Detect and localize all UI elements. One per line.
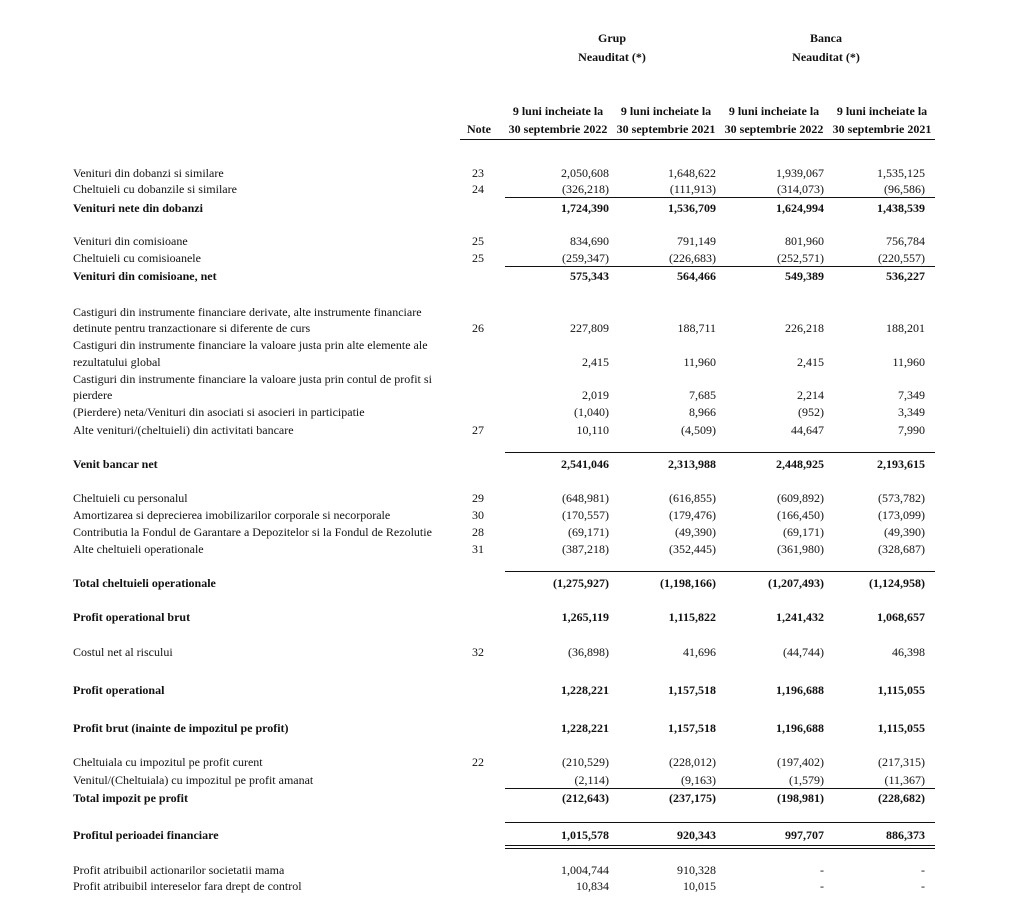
cell-group-2021: (228,012): [669, 755, 716, 769]
row-label: Venituri din dobanzi si similare: [73, 166, 224, 180]
row-label: Venit bancar net: [73, 457, 158, 471]
cell-group-2022: 1,724,390: [561, 201, 609, 215]
cell-bank-2021: -: [921, 879, 925, 893]
cell-bank-2021: -: [921, 863, 925, 877]
cell-bank-2021: (573,782): [878, 491, 925, 505]
cell-bank-2022: 226,218: [785, 321, 824, 335]
cell-bank-2021: (228,682): [878, 791, 925, 805]
cell-bank-2022: (44,744): [783, 645, 824, 659]
row-label: Profitul perioadei financiare: [73, 828, 219, 842]
cell-bank-2022: (198,981): [777, 791, 824, 805]
cell-bank-2022: 1,196,688: [776, 683, 824, 697]
col-header-2-line1: 9 luni incheiate la: [620, 104, 712, 118]
cell-bank-2021: (217,315): [878, 755, 925, 769]
cell-bank-2022: 2,448,925: [776, 457, 824, 471]
cell-group-2021: 1,157,518: [668, 683, 716, 697]
cell-bank-2022: 801,960: [785, 234, 824, 248]
row-label: Amortizarea si deprecierea imobilizarilor corporale si necorporale: [73, 508, 391, 522]
cell-bank-2021: 2,193,615: [877, 457, 925, 471]
cell-bank-2022: (1,579): [789, 773, 824, 787]
cell-group-2022: (1,040): [574, 405, 609, 419]
row-label: Castiguri din instrumente financiare derivate, alte instrumente financiare: [73, 305, 422, 319]
cell-bank-2021: (49,390): [884, 525, 925, 539]
cell-bank-2022: (1,207,493): [768, 576, 824, 590]
cell-group-2021: (237,175): [669, 791, 716, 805]
col-header-1-line2: 30 septembrie 2022: [508, 122, 608, 136]
row-label: Profit operational brut: [73, 610, 191, 624]
cell-bank-2022: (197,402): [777, 755, 824, 769]
cell-bank-2021: 1,535,125: [877, 166, 925, 180]
cell-bank-2022: -: [820, 879, 824, 893]
row-label: (Pierdere) neta/Venituri din asociati si asocieri in participatie: [73, 405, 365, 419]
cell-bank-2021: 7,990: [898, 423, 925, 437]
row-label: Profit brut (inainte de impozitul pe profit): [73, 721, 289, 735]
cell-group-2021: 188,711: [677, 321, 716, 335]
subtotal-rule: [505, 452, 935, 453]
cell-group-2021: 7,685: [689, 388, 716, 402]
cell-group-2021: 41,696: [683, 645, 716, 659]
row-label-continued: pierdere: [73, 388, 113, 402]
bank-subtitle: Neauditat (*): [792, 50, 860, 64]
cell-bank-2022: -: [820, 863, 824, 877]
cell-group-2021: (1,198,166): [660, 576, 716, 590]
cell-group-2021: 910,328: [677, 863, 716, 877]
cell-group-2021: 10,015: [683, 879, 716, 893]
cell-group-2022: 10,834: [576, 879, 609, 893]
cell-bank-2021: 46,398: [892, 645, 925, 659]
row-note: 31: [472, 542, 484, 556]
cell-bank-2021: 7,349: [898, 388, 925, 402]
cell-bank-2022: 1,196,688: [776, 721, 824, 735]
row-label: Total impozit pe profit: [73, 791, 189, 805]
bank-title: Banca: [809, 31, 842, 45]
cell-group-2021: 791,149: [677, 234, 716, 248]
cell-group-2021: (111,913): [669, 182, 716, 196]
cell-group-2022: 10,110: [576, 423, 609, 437]
cell-group-2021: (352,445): [669, 542, 716, 556]
double-rule-top: [505, 845, 935, 846]
cell-bank-2022: 997,707: [785, 828, 824, 842]
row-note: 25: [472, 234, 484, 248]
row-label-continued: rezultatului global: [73, 355, 161, 369]
note-header: Note: [467, 122, 491, 136]
cell-bank-2022: (361,980): [777, 542, 824, 556]
row-label: Cheltuieli cu comisioanele: [73, 251, 201, 265]
cell-bank-2021: (328,687): [878, 542, 925, 556]
cell-group-2022: (170,557): [562, 508, 609, 522]
cell-group-2022: 1,228,221: [561, 721, 609, 735]
cell-bank-2021: 188,201: [886, 321, 925, 335]
row-label: Venitul/(Cheltuiala) cu impozitul pe profit amanat: [73, 773, 314, 787]
row-label: Cheltuieli cu dobanzile si similare: [73, 182, 237, 196]
row-label: Alte venituri/(cheltuieli) din activitati bancare: [73, 423, 294, 437]
cell-bank-2021: (1,124,958): [869, 576, 925, 590]
cell-bank-2021: 1,068,657: [877, 610, 925, 624]
col-header-2-line2: 30 septembrie 2021: [616, 122, 716, 136]
cell-group-2022: 575,343: [570, 269, 609, 283]
row-label-continued: detinute pentru tranzactionare si diferente de curs: [73, 321, 311, 335]
cell-group-2022: (212,643): [562, 791, 609, 805]
col-header-3-line2: 30 septembrie 2022: [724, 122, 824, 136]
row-note: 27: [472, 423, 484, 437]
header-rule: [460, 139, 935, 140]
cell-bank-2022: (609,892): [777, 491, 824, 505]
cell-bank-2022: 2,214: [797, 388, 824, 402]
cell-bank-2022: 1,939,067: [776, 166, 824, 180]
cell-group-2022: 834,690: [570, 234, 609, 248]
col-header-3-line1: 9 luni incheiate la: [728, 104, 820, 118]
cell-group-2022: 2,415: [582, 355, 609, 369]
cell-group-2021: 920,343: [677, 828, 716, 842]
cell-bank-2022: 1,624,994: [776, 201, 824, 215]
cell-group-2021: (49,390): [675, 525, 716, 539]
cell-group-2021: (226,683): [669, 251, 716, 265]
row-label: Venituri din comisioane: [73, 234, 188, 248]
row-label: Venituri din comisioane, net: [73, 269, 217, 283]
subtotal-rule: [505, 571, 935, 572]
cell-group-2022: 1,265,119: [561, 610, 609, 624]
col-header-1-line1: 9 luni incheiate la: [512, 104, 604, 118]
row-label: Cheltuieli cu personalul: [73, 491, 188, 505]
col-header-4-line1: 9 luni incheiate la: [836, 104, 928, 118]
cell-group-2022: 1,015,578: [561, 828, 609, 842]
row-note: 22: [472, 755, 484, 769]
cell-bank-2022: (166,450): [777, 508, 824, 522]
cell-bank-2021: 1,438,539: [877, 201, 925, 215]
row-label: Venituri nete din dobanzi: [73, 201, 203, 215]
cell-group-2022: (387,218): [562, 542, 609, 556]
cell-group-2022: (36,898): [568, 645, 609, 659]
cell-group-2021: 11,960: [683, 355, 716, 369]
row-note: 32: [472, 645, 484, 659]
row-label: Alte cheltuieli operationale: [73, 542, 204, 556]
cell-group-2022: (2,114): [574, 773, 609, 787]
double-rule-bottom: [505, 848, 935, 849]
group-title: Grup: [597, 31, 626, 45]
row-label: Castiguri din instrumente financiare la valoare justa prin alte elemente ale: [73, 338, 428, 352]
cell-group-2022: 227,809: [570, 321, 609, 335]
cell-bank-2021: (173,099): [878, 508, 925, 522]
cell-bank-2022: 1,241,432: [776, 610, 824, 624]
cell-bank-2022: 2,415: [797, 355, 824, 369]
cell-bank-2022: 549,389: [785, 269, 824, 283]
subtotal-rule: [505, 266, 935, 267]
cell-group-2022: (1,275,927): [553, 576, 609, 590]
row-label: Costul net al riscului: [73, 645, 173, 659]
cell-bank-2021: 756,784: [886, 234, 925, 248]
row-label: Profit atribuibil intereselor fara drept de control: [73, 879, 302, 893]
row-note: 28: [472, 525, 484, 539]
cell-bank-2022: (314,073): [777, 182, 824, 196]
cell-group-2021: (179,476): [669, 508, 716, 522]
cell-group-2022: 2,050,608: [561, 166, 609, 180]
cell-group-2022: (259,347): [562, 251, 609, 265]
cell-group-2022: (210,529): [562, 755, 609, 769]
cell-group-2021: 2,313,988: [668, 457, 716, 471]
cell-bank-2022: (952): [798, 405, 824, 419]
cell-group-2022: (326,218): [562, 182, 609, 196]
cell-group-2021: (4,509): [681, 423, 716, 437]
row-label: Cheltuiala cu impozitul pe profit curent: [73, 755, 263, 769]
cell-group-2022: 2,541,046: [561, 457, 609, 471]
cell-group-2021: 1,648,622: [668, 166, 716, 180]
row-note: 25: [472, 251, 484, 265]
cell-bank-2021: 11,960: [892, 355, 925, 369]
cell-bank-2021: 3,349: [898, 405, 925, 419]
row-label: Contributia la Fondul de Garantare a Depozitelor si la Fondul de Rezolutie: [73, 525, 432, 539]
row-note: 26: [472, 321, 484, 335]
cell-group-2022: 2,019: [582, 388, 609, 402]
row-label: Profit atribuibil actionarilor societatii mama: [73, 863, 285, 877]
row-label: Castiguri din instrumente financiare la valoare justa prin contul de profit si: [73, 372, 432, 386]
cell-group-2022: (69,171): [568, 525, 609, 539]
cell-group-2021: 8,966: [689, 405, 716, 419]
row-note: 23: [472, 166, 484, 180]
cell-bank-2022: (252,571): [777, 251, 824, 265]
cell-group-2021: (9,163): [681, 773, 716, 787]
cell-bank-2021: 1,115,055: [877, 683, 925, 697]
cell-bank-2021: (220,557): [878, 251, 925, 265]
cell-group-2021: (616,855): [669, 491, 716, 505]
row-note: 30: [472, 508, 484, 522]
cell-bank-2021: 536,227: [886, 269, 925, 283]
cell-group-2022: (648,981): [562, 491, 609, 505]
subtotal-rule: [505, 197, 935, 198]
row-label: Total cheltuieli operationale: [73, 576, 216, 590]
subtotal-rule: [505, 822, 935, 823]
cell-bank-2021: 1,115,055: [877, 721, 925, 735]
cell-bank-2021: 886,373: [886, 828, 925, 842]
cell-bank-2022: (69,171): [783, 525, 824, 539]
group-subtitle: Neauditat (*): [578, 50, 646, 64]
cell-bank-2021: (96,586): [884, 182, 925, 196]
row-label: Profit operational: [73, 683, 165, 697]
subtotal-rule: [505, 788, 935, 789]
cell-group-2022: 1,004,744: [561, 863, 609, 877]
col-header-4-line2: 30 septembrie 2021: [832, 122, 932, 136]
cell-bank-2022: 44,647: [791, 423, 824, 437]
cell-group-2022: 1,228,221: [561, 683, 609, 697]
cell-bank-2021: (11,367): [884, 773, 925, 787]
row-note: 29: [472, 491, 484, 505]
cell-group-2021: 1,115,822: [668, 610, 716, 624]
row-note: 24: [472, 182, 484, 196]
cell-group-2021: 1,157,518: [668, 721, 716, 735]
cell-group-2021: 564,466: [677, 269, 716, 283]
cell-group-2021: 1,536,709: [668, 201, 716, 215]
